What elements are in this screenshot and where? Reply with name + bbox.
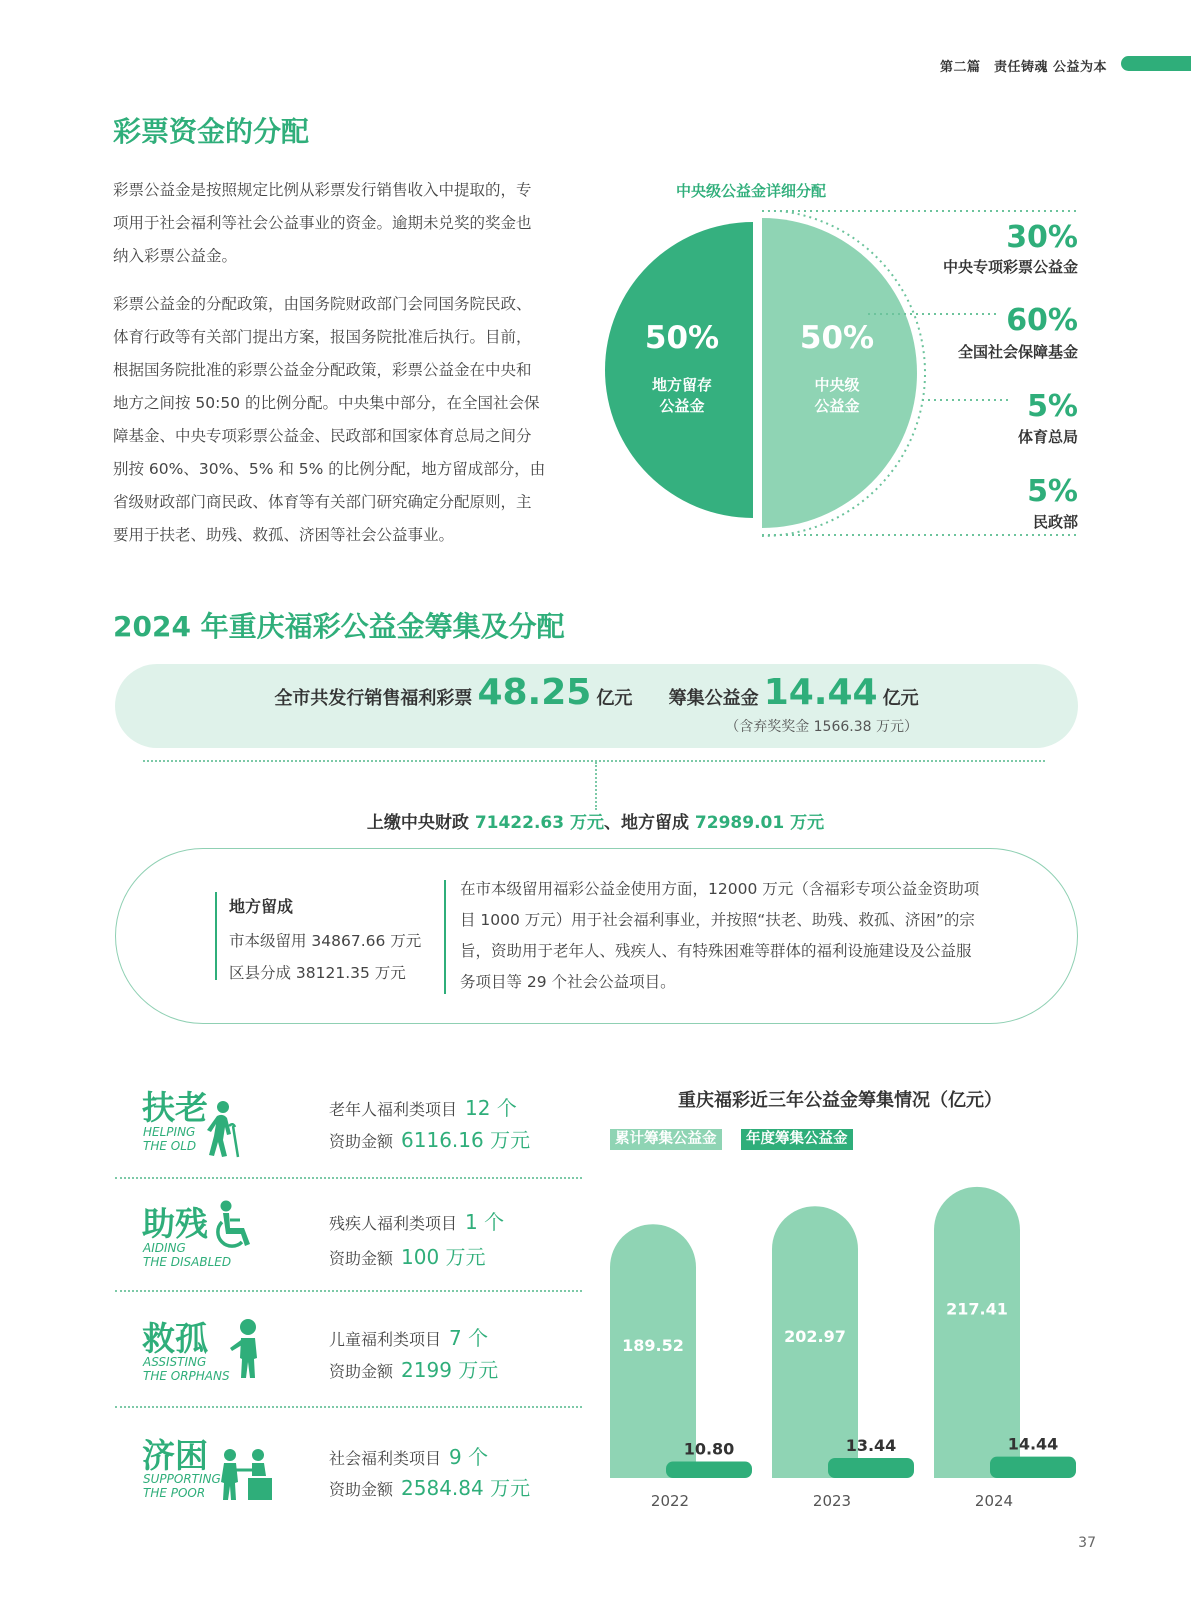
bar-annual-2023: [828, 1458, 914, 1478]
paragraph-line: 彩票公益金的分配政策，由国务院财政部门会同国务院民政、: [113, 295, 532, 313]
legend-cumulative: 累计筹集公益金: [610, 1129, 722, 1150]
value-label-cumulative-2022: 189.52: [622, 1336, 684, 1356]
banner-row: [115, 672, 1078, 713]
project-label: 儿童福利类项目: [329, 1330, 442, 1349]
sales-label: 全市共发行销售福利彩票: [274, 688, 473, 709]
amount-label: 资助金额: [329, 1480, 394, 1499]
bar-chart: [600, 1160, 1090, 1520]
project-label: 社会福利类项目: [329, 1449, 442, 1468]
breakdown-pct-3: 5%: [1027, 389, 1078, 424]
amount-label: 资助金额: [329, 1249, 394, 1268]
welfare-project-line: [329, 1206, 504, 1235]
project-value: 1 个: [465, 1210, 505, 1234]
welfare-en-title: [143, 1355, 230, 1383]
welfare-cn-title: 救孤: [142, 1319, 208, 1358]
project-value: 7 个: [449, 1326, 489, 1350]
sales-value: 48.25: [477, 672, 592, 713]
amount-label: 资助金额: [329, 1132, 394, 1151]
local-accent-line: [215, 892, 217, 980]
local-label: 地方留成: [621, 813, 689, 833]
paragraph-line: 体育行政等有关部门提出方案，报国务院批准后执行。目前，: [113, 328, 532, 346]
paragraph-line: 省级财政部门商民政、体育等有关部门研究确定分配原则，主: [113, 493, 532, 511]
welfare-cn-title: 扶老: [142, 1088, 208, 1127]
project-label: 残疾人福利类项目: [329, 1214, 458, 1233]
pie-local-name-line: 公益金: [659, 397, 705, 415]
pie-title: 中央级公益金详细分配: [676, 182, 827, 200]
amount-label: 资助金额: [329, 1362, 394, 1381]
amount-value: 100 万元: [401, 1245, 486, 1269]
chart-bars: [610, 1187, 1076, 1510]
sales-banner: [115, 664, 1078, 748]
split-separator: 、: [604, 813, 621, 833]
central-label: 上缴中央财政: [366, 813, 469, 833]
pie-local-name-line: 地方留存: [651, 376, 712, 394]
welfare-cn-title: 助残: [142, 1204, 208, 1243]
welfare-en-line: THE DISABLED: [143, 1255, 232, 1269]
page-number: 37: [1078, 1535, 1096, 1551]
x-tick-label-2024: 2024: [974, 1492, 1014, 1510]
paragraph-2: [113, 288, 583, 552]
central-value: 71422.63 万元: [474, 813, 604, 833]
raised-label: 筹集公益金: [668, 688, 759, 709]
breakdown-name-3: 体育总局: [1017, 428, 1078, 446]
welfare-en-line: HELPING: [143, 1125, 196, 1139]
paragraph-line: 障基金、中央专项彩票公益金、民政部和国家体育总局之间分: [113, 427, 532, 445]
paragraph-line: 彩票公益金是按照规定比例从彩票发行销售收入中提取的，专: [113, 181, 532, 199]
raised-value: 14.44: [763, 672, 878, 713]
paragraph-line: 根据国务院批准的彩票公益金分配政策，彩票公益金在中央和: [113, 361, 532, 379]
breakdown-name-2: 全国社会保障基金: [957, 343, 1078, 361]
child-icon: [226, 1318, 266, 1380]
welfare-project-line: [329, 1322, 488, 1351]
welfare-en-line: THE ORPHANS: [143, 1369, 230, 1383]
raised-unit: 亿元: [882, 688, 919, 709]
amount-value: 2199 万元: [401, 1358, 499, 1382]
value-label-annual-2024: 14.44: [1007, 1434, 1059, 1454]
welfare-en-line: THE POOR: [143, 1486, 206, 1500]
local-item-county: 区县分成 38121.35 万元: [229, 964, 406, 982]
paragraph-line: 纳入彩票公益金。: [113, 247, 238, 265]
welfare-amount-line: [329, 1354, 498, 1383]
paragraph-line: 项用于社会福利等社会公益事业的资金。逾期未兑奖的奖金也: [113, 214, 532, 232]
amount-value: 6116.16 万元: [401, 1128, 531, 1152]
chart-title: 重庆福彩近三年公益金筹集情况（亿元）: [678, 1090, 1002, 1111]
pie-local-pct: 50%: [644, 320, 720, 356]
welfare-project-line: [329, 1092, 517, 1121]
welfare-en-line: THE OLD: [143, 1139, 197, 1153]
section-header: 第二篇 责任铸魂 公益为本: [939, 60, 1107, 75]
value-label-annual-2023: 13.44: [845, 1436, 897, 1456]
bar-annual-2022: [666, 1462, 752, 1478]
pie-slice-local: [605, 222, 753, 518]
helping-person-icon: [218, 1448, 274, 1502]
pie-central-name-line: 中央级: [814, 376, 860, 394]
pie-central-name: [757, 375, 917, 417]
wheelchair-icon: [210, 1200, 260, 1256]
header-accent-bar: [1121, 56, 1191, 71]
breakdown-pct-1: 30%: [1006, 220, 1078, 255]
x-tick-label-2022: 2022: [650, 1492, 690, 1510]
amount-value: 2584.84 万元: [401, 1476, 531, 1500]
welfare-amount-line: [329, 1472, 530, 1501]
project-value: 12 个: [465, 1096, 517, 1120]
welfare-divider: [115, 1406, 582, 1408]
project-value: 9 个: [449, 1445, 489, 1469]
welfare-en-line: SUPPORTING: [143, 1472, 221, 1486]
x-tick-label-2023: 2023: [812, 1492, 852, 1510]
local-description: 在市本级留用福彩公益金使用方面，12000 万元（含福彩专项公益金资助项目 1000 万元）用于社会福利事业，并按照“扶老、助残、救孤、济困”的宗旨，资助用于老年人、残疾人、有特殊困难等群体的福利设施建设及公益服务项目等 29 个社会公益项目。: [460, 880, 980, 991]
banner-note: （含弃奖奖金 1566.38 万元）: [725, 719, 918, 735]
welfare-project-line: [329, 1441, 488, 1470]
elderly-cane-icon: [205, 1100, 245, 1158]
legend-annual: 年度筹集公益金: [741, 1129, 853, 1150]
paragraph-line: 要用于扶老、助残、救孤、济困等社会公益事业。: [113, 526, 455, 544]
breakdown-pct-4: 5%: [1027, 474, 1078, 509]
welfare-amount-line: [329, 1241, 486, 1270]
pie-local-name: [602, 375, 762, 417]
section-title-2024: 2024 年重庆福彩公益金筹集及分配: [113, 610, 565, 643]
paragraph-line: 地方之间按 50:50 的比例分配。中央集中部分，在全国社会保: [113, 394, 540, 412]
pie-central-pct: 50%: [799, 320, 875, 356]
desc-accent-line: [444, 880, 446, 994]
local-value: 72989.01 万元: [694, 813, 825, 833]
sales-unit: 亿元: [596, 688, 633, 709]
breakdown-name-4: 民政部: [1032, 513, 1078, 531]
paragraph-line: 别按 60%、30%、5% 和 5% 的比例分配，地方留成部分，由: [113, 460, 546, 478]
breakdown-name-1: 中央专项彩票公益金: [942, 258, 1078, 276]
welfare-amount-line: [329, 1124, 530, 1153]
bar-annual-2024: [990, 1457, 1076, 1478]
welfare-en-line: ASSISTING: [143, 1355, 207, 1369]
paragraph-1: [113, 174, 583, 273]
welfare-en-title: [143, 1472, 221, 1500]
welfare-en-line: AIDING: [143, 1241, 186, 1255]
welfare-en-title: [143, 1125, 196, 1153]
local-item-city: 市本级留用 34867.66 万元: [229, 932, 422, 950]
local-title: 地方留成: [229, 897, 294, 916]
value-label-annual-2022: 10.80: [683, 1439, 735, 1459]
breakdown-pct-2: 60%: [1006, 303, 1078, 338]
welfare-divider: [115, 1177, 582, 1179]
project-label: 老年人福利类项目: [329, 1100, 458, 1119]
value-label-cumulative-2024: 217.41: [946, 1299, 1008, 1319]
welfare-cn-title: 济困: [142, 1436, 208, 1475]
pie-slice-central: [762, 218, 917, 528]
central-local-split: [0, 808, 1191, 833]
section-title-distribution: 彩票资金的分配: [113, 115, 310, 148]
welfare-divider: [115, 1290, 582, 1292]
value-label-cumulative-2023: 202.97: [784, 1327, 846, 1347]
pie-central-name-line: 公益金: [814, 397, 860, 415]
dotted-divider: [143, 760, 1045, 762]
dotted-connector: [595, 762, 597, 810]
